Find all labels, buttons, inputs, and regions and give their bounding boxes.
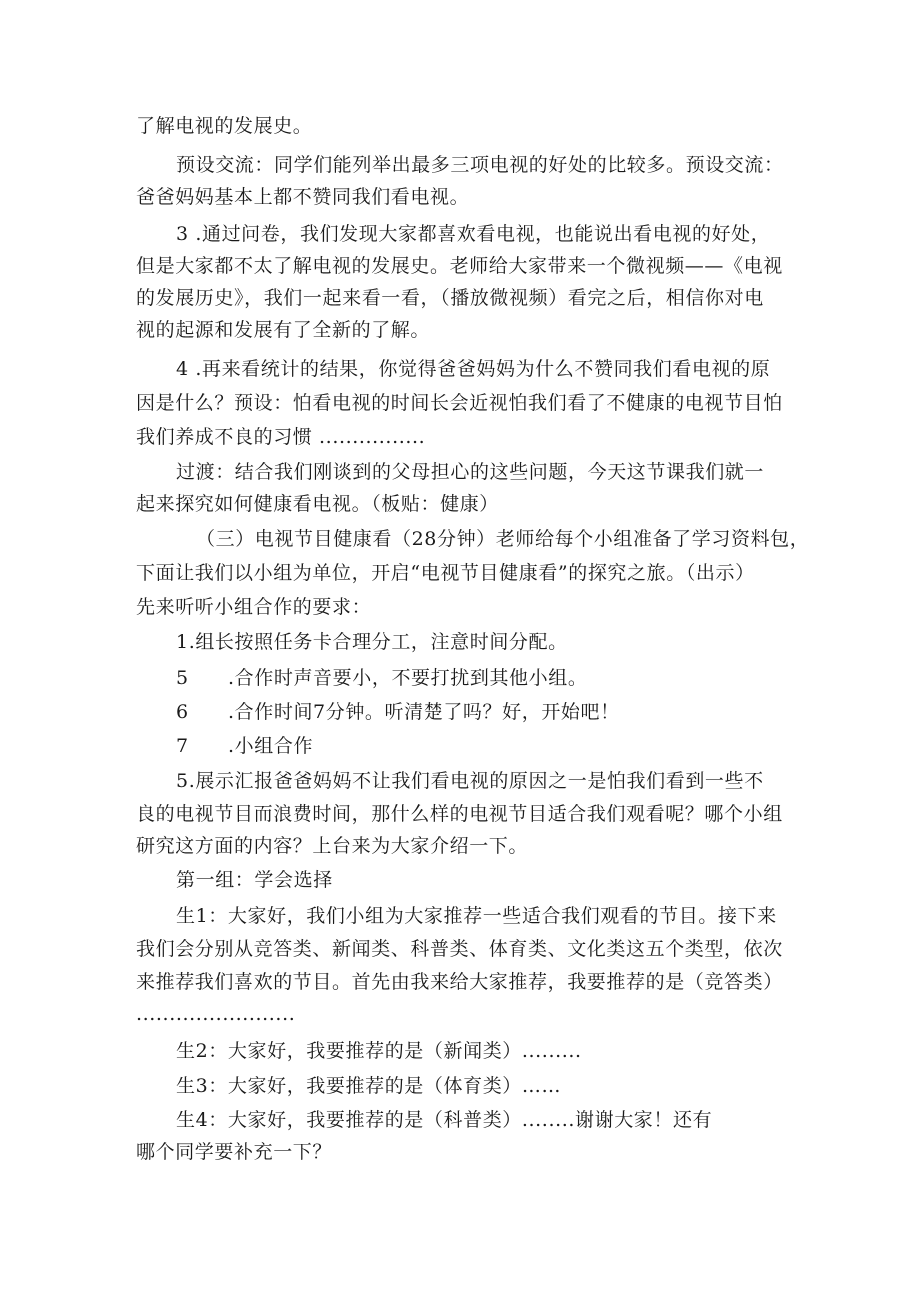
text-line: 我们养成不良的习惯 ................ [136,426,426,448]
list-item [176,664,587,692]
list-item-text: .合作时间7分钟。听清楚了吗？好，开始吧！ [228,701,620,723]
text-line: 因是什么？预设：怕看电视的时间长会近视怕我们看了不健康的电视节目怕 [136,392,783,414]
text-line: 先来听听小组合作的要求： [136,596,372,618]
list-item-number: 5 [176,667,189,689]
list-item-number: 6 [176,701,189,723]
list-item [176,732,313,760]
text-line: 起来探究如何健康看电视。（板贴：健康） [136,493,499,515]
text-line: 预设交流：同学们能列举出最多三项电视的好处的比较多。预设交流： [176,154,784,176]
text-line: 生2：大家好，我要推荐的是（新闻类）......... [176,1040,582,1062]
text-line: 了解电视的发展史。 [136,115,313,137]
text-line: 生1：大家好，我们小组为大家推荐一些适合我们观看的节目。接下来 [176,905,777,927]
text-line: 研究这方面的内容？上台来为大家介绍一下。 [136,835,529,857]
text-line: 哪个同学要补充一下？ [136,1141,333,1163]
list-item-text: .小组合作 [228,735,314,757]
text-line: 3 .通过问卷，我们发现大家都喜欢看电视，也能说出看电视的好处， [176,223,771,245]
text-line: 良的电视节目而浪费时间，那什么样的电视节目适合我们观看呢？哪个小组 [136,803,783,825]
list-item-text: .合作时声音要小，不要打扰到其他小组。 [228,667,588,689]
text-line: 第一组：学会选择 [176,869,333,891]
list-item [176,698,620,726]
text-line: 来推荐我们喜欢的节目。首先由我来给大家推荐，我要推荐的是（竞答类） [136,971,783,993]
list-item-number: 7 [176,735,189,757]
text-line: 爸爸妈妈基本上都不赞同我们看电视。 [136,186,470,208]
text-line: 下面让我们以小组为单位，开启“电视节目健康看”的探究之旅。（出示） [136,562,755,584]
text-line: 但是大家都不太了解电视的发展史。老师给大家带来一个微视频——《电视 [136,255,783,277]
text-line: 5.展示汇报爸爸妈妈不让我们看电视的原因之一是怕我们看到一些不 [176,770,764,792]
text-line: 生4：大家好，我要推荐的是（科普类）........谢谢大家！还有 [176,1109,713,1131]
text-line: 的发展历史》，我们一起来看一看，（播放微视频）看完之后，相信你对电 [136,287,764,309]
text-line: ........................ [136,1003,296,1025]
text-line: （三）电视节目健康看（28分钟）老师给每个小组准备了学习资料包， [196,528,810,550]
text-line: 生3：大家好，我要推荐的是（体育类）…… [176,1075,562,1097]
text-line: 视的起源和发展有了全新的了解。 [136,319,431,341]
text-line: 我们会分别从竞答类、新闻类、科普类、体育类、文化类这五个类型，依次 [136,938,783,960]
text-line: 过渡：结合我们刚谈到的父母担心的这些问题，今天这节课我们就一 [176,461,765,483]
text-line: 1.组长按照任务卡合理分工，注意时间分配。 [176,631,568,653]
text-line: 4 .再来看统计的结果，你觉得爸爸妈妈为什么不赞同我们看电视的原 [176,358,771,380]
